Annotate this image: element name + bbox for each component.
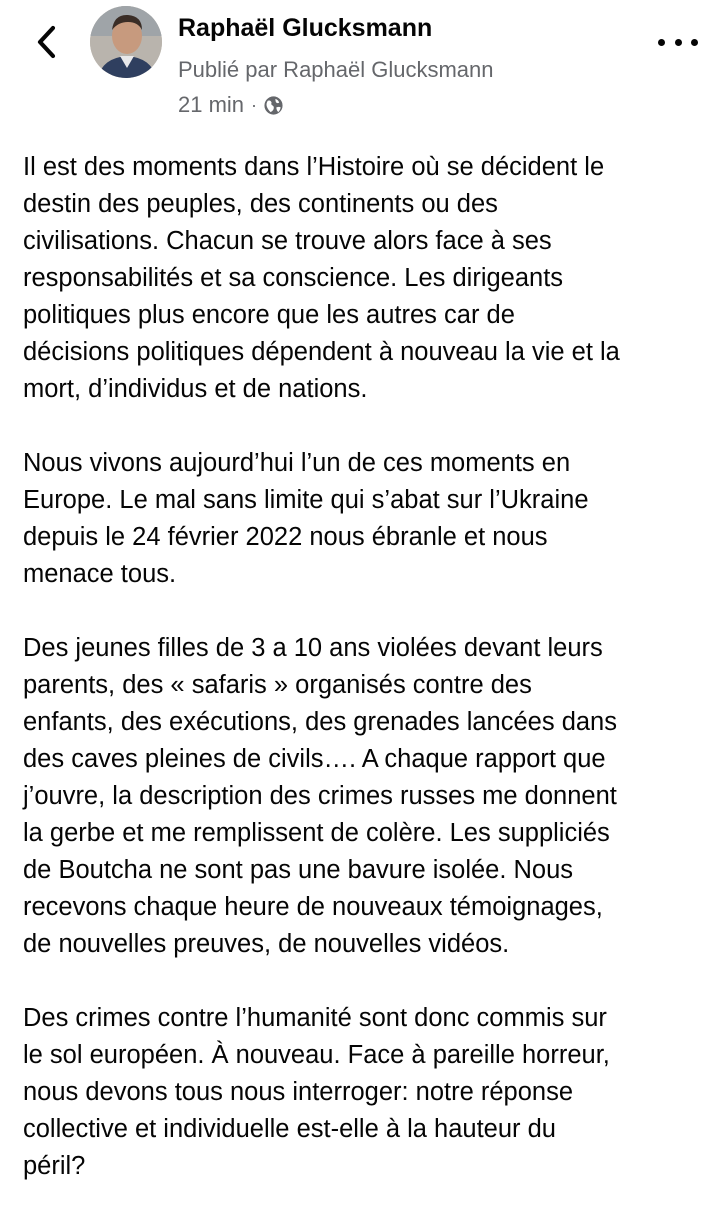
post-body xyxy=(23,149,713,1222)
more-options-button[interactable] xyxy=(658,30,698,54)
more-horizontal-icon-dot-3 xyxy=(691,39,698,46)
author-name[interactable]: Raphaël Glucksmann xyxy=(178,14,433,42)
post-paragraph-2: Nous vivons aujourd’hui l’un de ces moments en Europe. Le mal sans limite qui s’abat sur l’Ukraine depuis le 24 février 2022 nous ébranle et nous menace tous. xyxy=(23,449,589,588)
post-paragraph-3: Des jeunes filles de 3 a 10 ans violées devant leurs parents, des « safaris » organisés contre des enfants, des exécutions, des grenades lancées dans des caves pleines de civils…. A chaque rapport que j’ouvre, la description des crimes russes me donnent la gerbe et me remplissent de colère. Les suppliciés de Boutcha ne sont pas une bavure isolée. Nous recevons chaque heure de nouveaux témoignages, de nouvelles preuves, de nouvelles vidéos. xyxy=(23,634,617,958)
more-horizontal-icon-dot-2 xyxy=(675,39,682,46)
post-header xyxy=(0,0,721,130)
post-meta xyxy=(178,91,284,119)
more-horizontal-icon-dot-1 xyxy=(658,39,665,46)
post-paragraph-1: Il est des moments dans l’Histoire où se décident le destin des peuples, des continents ou des civilisations. Chacun se trouve alors face à ses responsabilités et sa conscience. Les dirigeants politiques plus encore que les autres car de décisions politiques dépendent à nouveau la vie et la mort, d’individus et de nations. xyxy=(23,153,620,403)
avatar[interactable] xyxy=(90,6,162,78)
meta-separator: · xyxy=(251,94,258,115)
chevron-left-icon xyxy=(35,25,57,59)
timestamp[interactable]: 21 min xyxy=(178,92,245,117)
post-paragraph-4: Des crimes contre l’humanité sont donc commis sur le sol européen. À nouveau. Face à pareille horreur, nous devons tous nous interroger: notre réponse collective et individuelle est-elle à la hauteur du péril? xyxy=(23,1004,610,1180)
back-button[interactable] xyxy=(28,20,64,64)
published-by-label: Publié par Raphaël Glucksmann xyxy=(178,57,494,82)
profile-photo xyxy=(90,6,162,78)
globe-icon[interactable] xyxy=(263,95,284,116)
